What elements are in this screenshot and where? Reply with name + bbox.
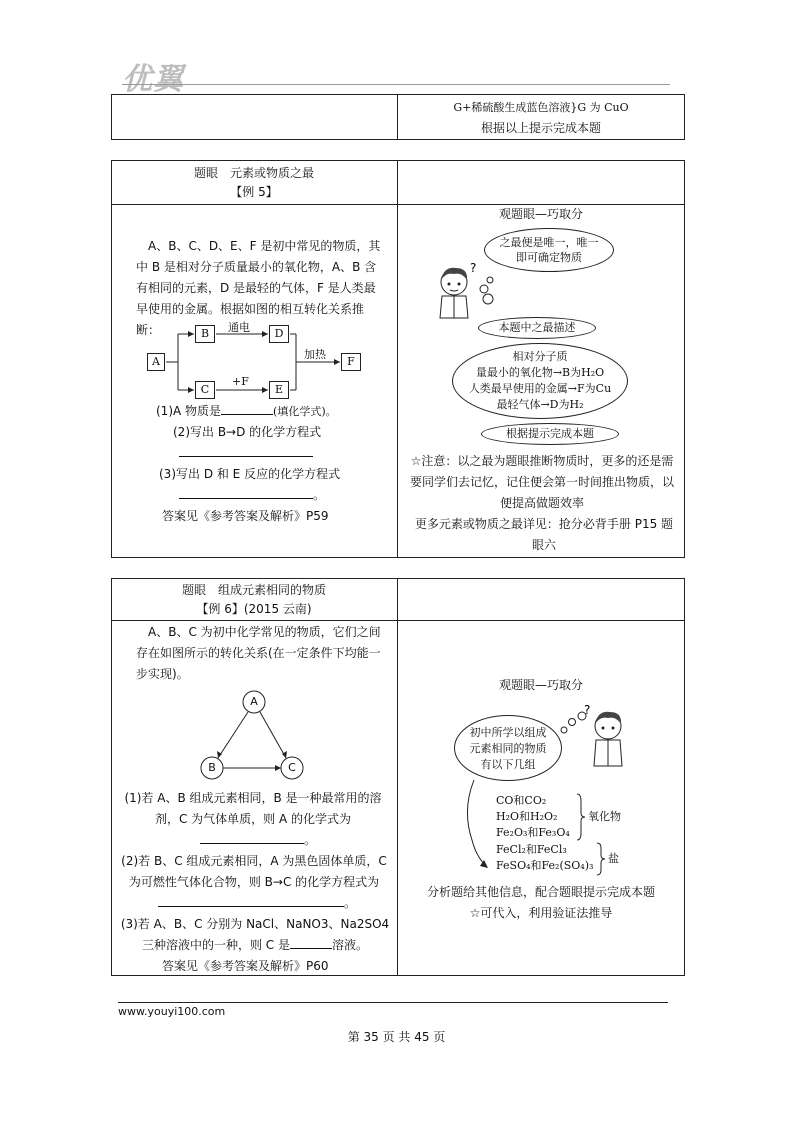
example6-problem: A、B、C 为初中化学常见的物质，它们之间存在如图所示的转化关系(在一定条件下均能一步实现)。 — [136, 625, 381, 681]
oxide-brace-icon — [576, 793, 586, 841]
example5-more: 更多元素或物质之最详见：抢分必背手册 P15 题眼六 — [414, 517, 674, 552]
svg-text:?: ? — [470, 262, 477, 275]
example5-header-line — [111, 204, 685, 205]
node-b: B — [195, 325, 215, 343]
q5-1-blank[interactable] — [221, 402, 273, 415]
q6-2-answer — [158, 893, 356, 914]
q6-2-period: 。 — [344, 896, 357, 910]
q5-3-period: 。 — [313, 488, 326, 502]
example5-answer-ref: 答案见《参考答案及解析》P59 — [162, 509, 329, 523]
q6-1: (1)若 A、B 组成元素相同，B 是一种最常用的溶剂，C 为气体单质，则 A 的化学式为 — [124, 791, 382, 826]
q5-1-prefix: (1)A 物质是 — [156, 404, 222, 418]
node-c: C — [195, 381, 215, 399]
oxide-pair-1: CO和CO₂ — [496, 794, 547, 807]
q5-1 — [156, 401, 337, 422]
example6-header-line — [111, 620, 685, 621]
fact-line-4: 最轻气体→D为H₂ — [496, 398, 584, 411]
oxide-group-list — [496, 793, 570, 841]
q6-3-suffix: 溶液。 — [332, 938, 369, 952]
example6-answer-ref: 答案见《参考答案及解析》P60 — [162, 959, 329, 973]
example6-label: 【例 6】(2015 云南) — [196, 602, 312, 616]
example5-title: 题眼 元素或物质之最 — [193, 166, 314, 180]
q5-3-answer — [179, 485, 325, 506]
bubble-uniqueness: 之最便是唯一，唯一即可确定物质 — [484, 228, 614, 272]
header-divider — [122, 84, 670, 85]
q6-3-prefix: (3)若 A、B、C 分别为 NaCl、NaNO3、Na2SO4 三种溶液中的一种，则 C 是 — [120, 917, 390, 952]
q6-3 — [118, 914, 392, 956]
footer-url[interactable]: www.youyi100.com — [118, 1005, 226, 1018]
bubble-description: 本题中之最描述 — [478, 317, 596, 339]
bubble-complete: 根据提示完成本题 — [481, 423, 619, 445]
brand-logo: 优翼 — [122, 62, 184, 97]
example5-label: 【例 5】 — [230, 185, 278, 199]
q6-2-blank[interactable] — [158, 894, 344, 907]
salt-pair-2: FeSO₄和Fe₂(SO₄)₃ — [496, 859, 594, 872]
thought-dots-icon — [470, 275, 500, 305]
example5-note: ☆注意：以之最为题眼推断物质时，更多的还是需要同学们去记忆，记住便会第一时间推出物质，以便提高做题效率 — [409, 454, 674, 510]
oxide-pair-2: H₂O和H₂O₂ — [496, 810, 558, 823]
example6-analysis: 分析题给其他信息，配合题眼提示完成本题 — [426, 885, 655, 899]
footer-divider — [118, 1002, 668, 1003]
node-a: A — [147, 353, 165, 371]
example6-tip: ☆可代入，利用验证法推导 — [469, 906, 613, 920]
salt-pair-1: FeCl₂和FeCl₃ — [496, 843, 567, 856]
q6-2: (2)若 B、C 组成元素相同，A 为黑色固体单质，C 为可燃性气体化合物，则 B→C 的化学方程式为 — [121, 854, 387, 889]
q5-3-blank[interactable] — [179, 486, 313, 499]
fact-line-2: 量最小的氧化物→B为H₂O — [475, 366, 605, 379]
q5-2: (2)写出 B→D 的化学方程式 — [173, 425, 322, 439]
tri-node-b: B — [208, 761, 216, 774]
label-plus-f: +F — [232, 375, 249, 388]
q6-1-blank[interactable] — [200, 831, 304, 844]
q6-1-period: 。 — [304, 833, 317, 847]
example6-tip-title: 观题眼—巧取分 — [498, 678, 583, 692]
oxide-label: 氧化物 — [588, 810, 621, 823]
oxide-pair-3: Fe₂O₃和Fe₃O₄ — [496, 826, 570, 839]
example5-tip-title: 观题眼—巧取分 — [498, 207, 583, 221]
bubble-same-elements: 初中所学以组成元素相同的物质有以下几组 — [454, 715, 562, 781]
example5-diagram — [140, 318, 370, 406]
example6-title: 题眼 组成元素相同的物质 — [181, 583, 326, 597]
q5-2-blank[interactable] — [179, 444, 313, 457]
label-electrolysis: 通电 — [228, 321, 250, 334]
flow-arrow-icon — [462, 780, 492, 876]
tri-node-c: C — [288, 761, 296, 774]
fact-line-1: 相对分子质 — [512, 350, 568, 363]
example5-problem: A、B、C、D、E、F 是初中常见的物质，其中 B 是相对分子质量最小的氧化物，A、B 含有相同的元素，D 是最轻的气体，F 是人类最早使用的金属。根据如图的相互转化关系推断： — [136, 239, 381, 337]
node-e: E — [269, 381, 289, 399]
q5-2-answer — [179, 443, 313, 464]
svg-text:?: ? — [584, 703, 591, 717]
q6-1-answer — [200, 830, 316, 851]
label-heating: 加热 — [304, 348, 326, 361]
salt-group-list — [496, 842, 593, 874]
q6-3-blank[interactable] — [290, 936, 332, 949]
tri-node-a: A — [250, 695, 258, 708]
node-d: D — [269, 325, 289, 343]
top-table-line1: G+稀硫酸生成蓝色溶液}G 为 CuO — [453, 101, 629, 114]
node-f: F — [341, 353, 361, 371]
q5-3: (3)写出 D 和 E 反应的化学方程式 — [159, 467, 341, 481]
student-thinking-icon — [584, 700, 628, 768]
fact-line-3: 人类最早使用的金属→F为Cu — [468, 382, 612, 395]
page-number: 第 35 页 共 45 页 — [347, 1030, 446, 1044]
q5-1-suffix: (填化学式)。 — [273, 405, 337, 418]
bubble-facts — [452, 343, 628, 419]
top-table-line2: 根据以上提示完成本题 — [480, 121, 601, 135]
salt-label: 盐 — [608, 852, 619, 865]
salt-brace-icon — [596, 842, 606, 876]
